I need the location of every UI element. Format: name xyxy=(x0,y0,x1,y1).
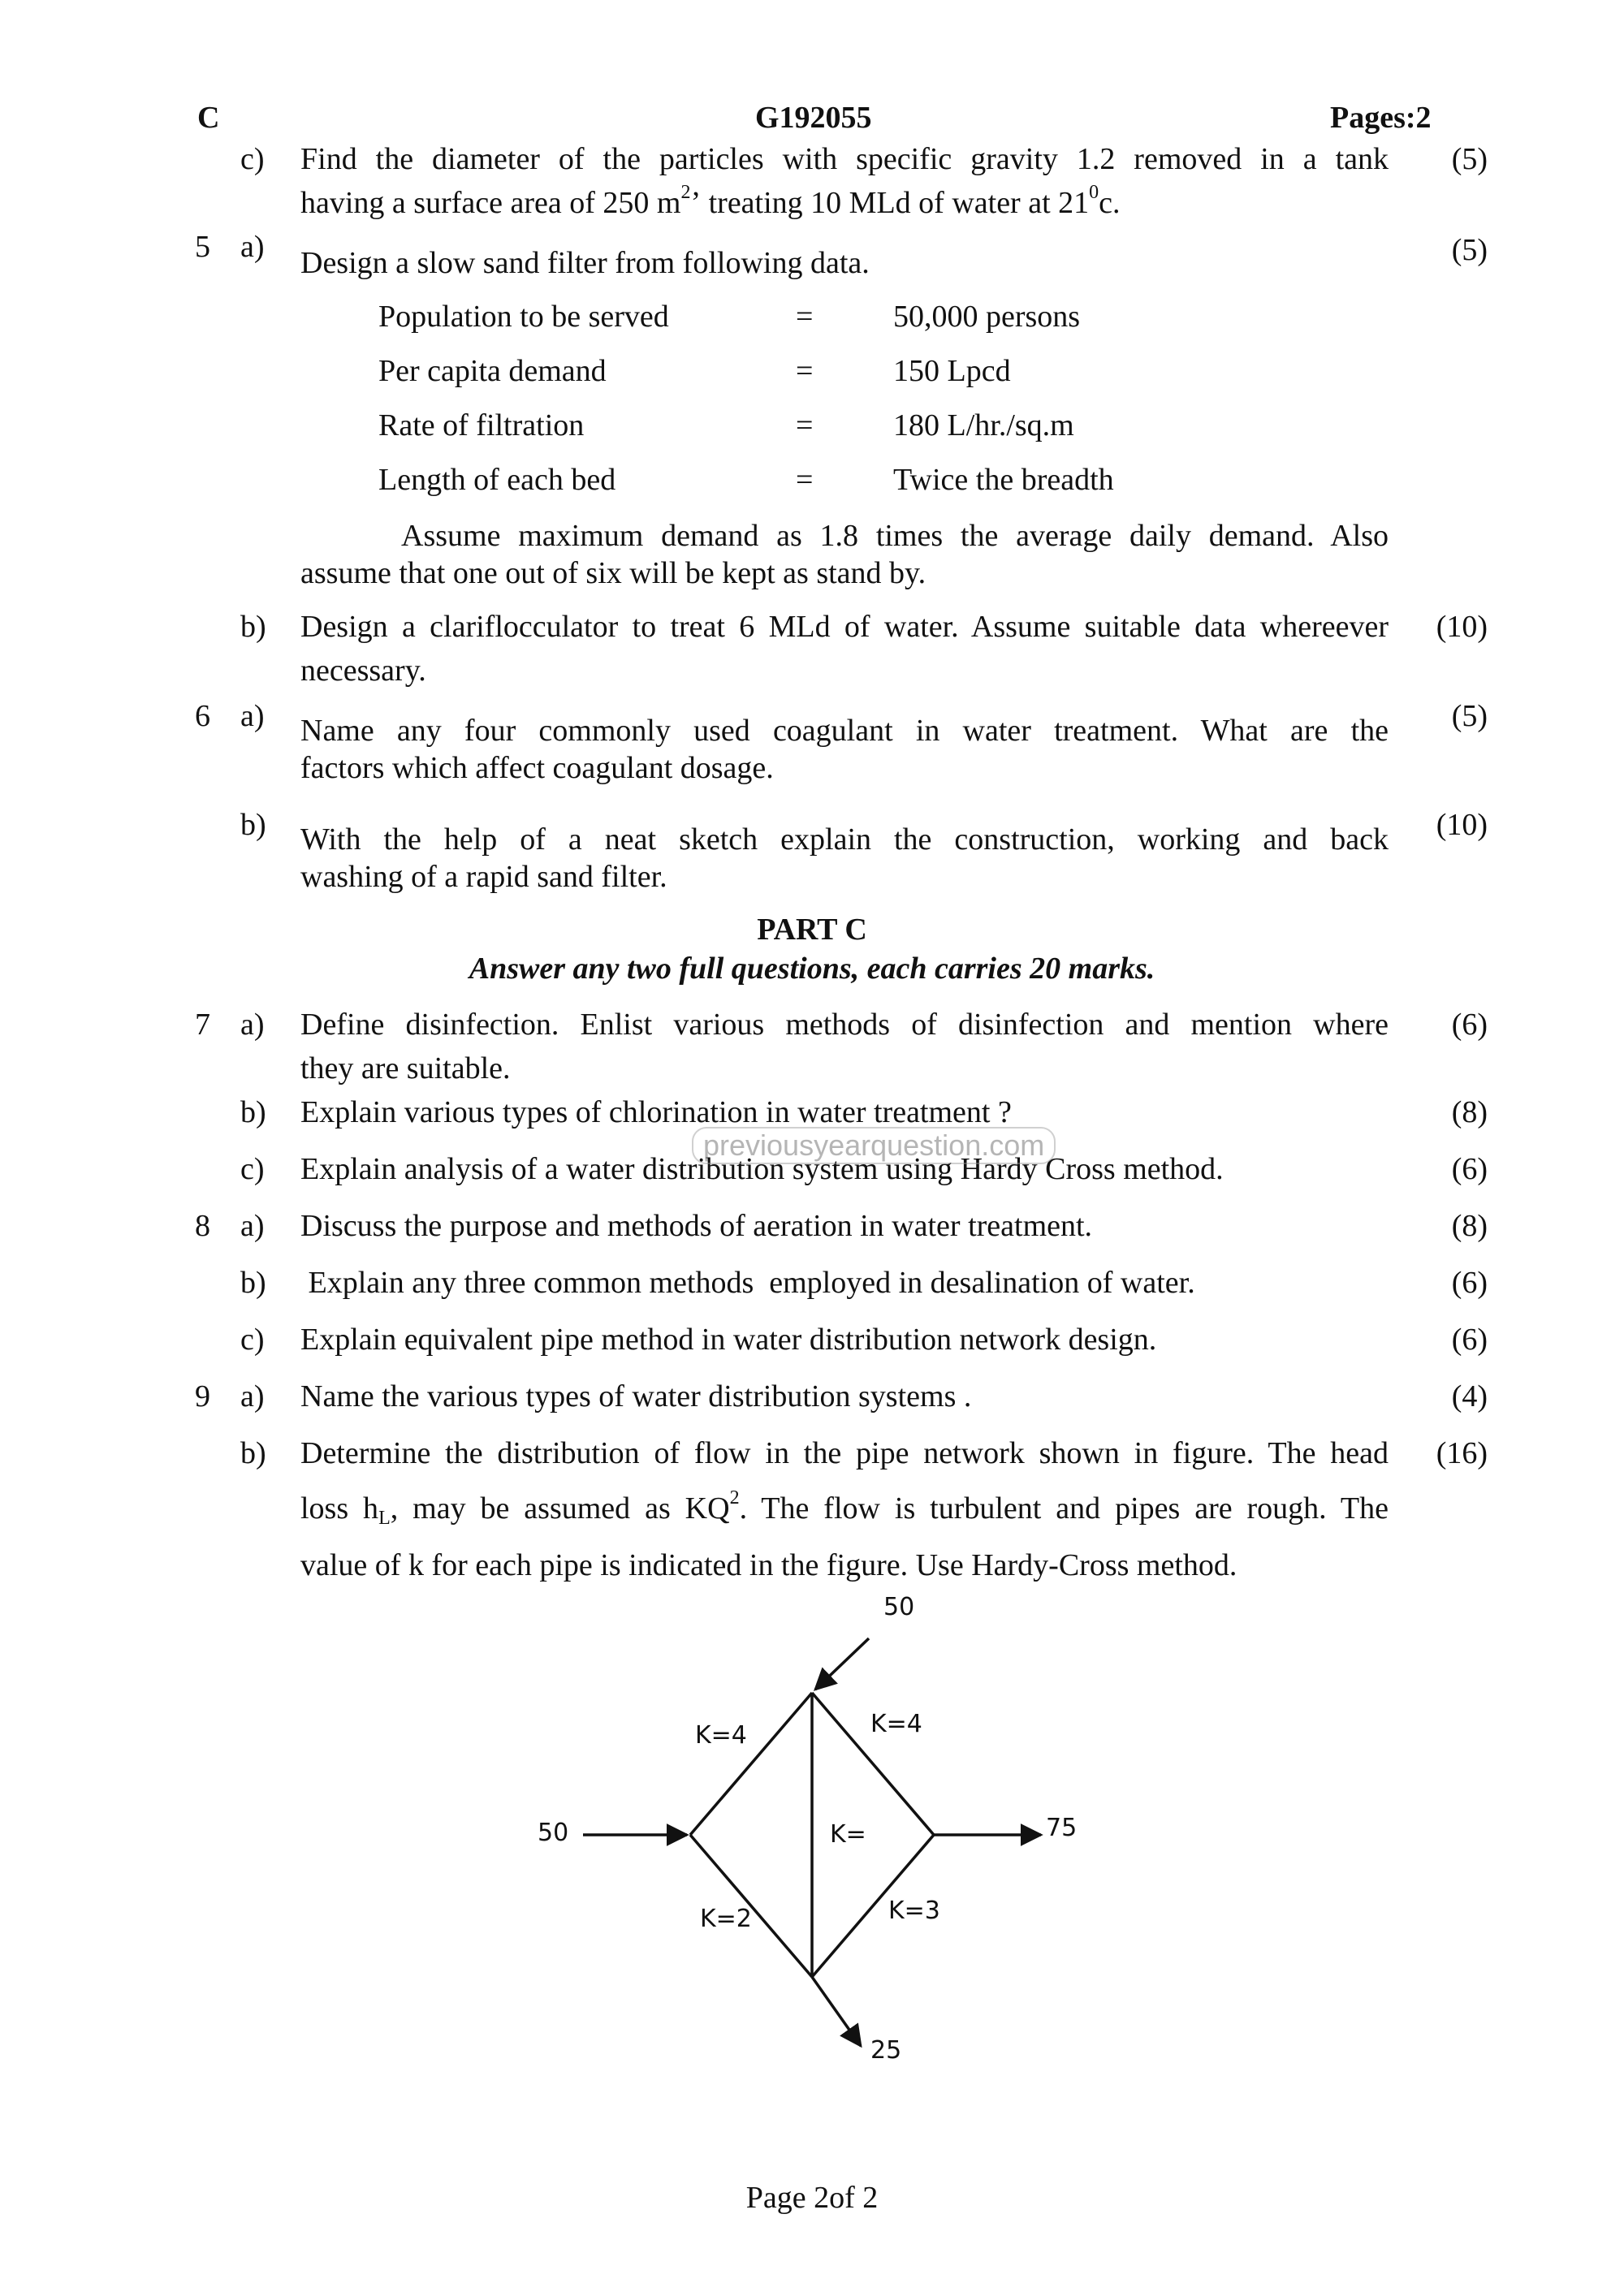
question-text: assume that one out of six will be kept as stand by. xyxy=(300,556,926,590)
data-label: Population to be served xyxy=(378,300,669,334)
question-sub-label: b) xyxy=(240,808,266,842)
marks: (4) xyxy=(1451,1379,1488,1413)
question-text: Assume maximum demand as 1.8 times the average daily demand. Also xyxy=(401,519,1389,553)
question-text: Explain any three common methods employed in desalination of water. xyxy=(300,1266,1195,1300)
marks: (5) xyxy=(1451,142,1488,176)
question-text: loss $h_L$, may be assumed as $KQ^2$. The flow is turbulent and pipes are rough. The xyxy=(300,1487,1389,1529)
question-sub-label: b) xyxy=(240,1436,266,1470)
marks: (6) xyxy=(1451,1266,1488,1300)
question-number: 7 xyxy=(195,1008,210,1042)
question-sub-label: a) xyxy=(240,230,265,264)
k-label-top-right: K=4 xyxy=(870,1710,922,1738)
question-sub-label: a) xyxy=(240,1379,265,1413)
data-label: Per capita demand xyxy=(378,354,607,388)
marks: (16) xyxy=(1436,1436,1488,1470)
question-sub-label: c) xyxy=(240,1323,265,1357)
question-text: Explain analysis of a water distribution system using Hardy Cross method. xyxy=(300,1152,1224,1186)
question-text: Determine the distribution of flow in the pipe network shown in figure. The head xyxy=(300,1436,1389,1470)
question-text: Explain various types of chlorination in water treatment ? xyxy=(300,1095,1012,1129)
marks: (10) xyxy=(1436,610,1488,644)
question-text: Design a clariflocculator to treat 6 MLd of water. Assume suitable data whereever xyxy=(300,610,1389,644)
part-instruction: Answer any two full questions, each carries 20 marks. xyxy=(469,952,1155,986)
data-equals: = xyxy=(796,408,814,442)
question-text: Explain equivalent pipe method in water distribution network design. xyxy=(300,1323,1157,1357)
inflow-top-arrow xyxy=(815,1638,869,1690)
data-label: Rate of filtration xyxy=(378,408,585,442)
question-sub-label: a) xyxy=(240,1008,265,1042)
part-title: PART C xyxy=(757,913,867,947)
question-number: 5 xyxy=(195,230,210,264)
marks: (6) xyxy=(1451,1323,1488,1357)
question-text: having a surface area of 250 $m^2ʼ$ treating 10 MLd of water at $21^0c$. xyxy=(300,182,1121,220)
question-text: Discuss the purpose and methods of aeration in water treatment. xyxy=(300,1209,1093,1243)
k-label-middle: K= xyxy=(830,1820,866,1849)
question-sub-label: a) xyxy=(240,699,265,733)
question-sub-label: b) xyxy=(240,1095,266,1129)
question-text: Define disinfection. Enlist various methods of disinfection and mention where xyxy=(300,1008,1389,1042)
question-text: washing of a rapid sand filter. xyxy=(300,860,667,894)
question-sub-label: c) xyxy=(240,142,265,176)
question-text: necessary. xyxy=(300,654,426,688)
question-sub-label: a) xyxy=(240,1209,265,1243)
marks: (5) xyxy=(1451,699,1488,733)
question-sub-label: c) xyxy=(240,1152,265,1186)
header-paper-code: G192055 xyxy=(755,101,872,135)
question-number: 6 xyxy=(195,699,210,733)
k-label-bottom-right: K=3 xyxy=(888,1897,940,1925)
data-label: Length of each bed xyxy=(378,463,616,497)
marks: (10) xyxy=(1436,808,1488,842)
data-value: 50,000 persons xyxy=(893,300,1081,334)
question-text: Design a slow sand filter from following data. xyxy=(300,246,870,280)
marks: (5) xyxy=(1451,233,1488,267)
watermark: previousyearquestion.com xyxy=(692,1127,1056,1164)
question-sub-label: b) xyxy=(240,1266,266,1300)
data-value: 150 Lpcd xyxy=(893,354,1011,388)
outflow-bottom-arrow xyxy=(812,1977,861,2046)
marks: (8) xyxy=(1451,1209,1488,1243)
question-text: Find the diameter of the particles with specific gravity 1.2 removed in a tank xyxy=(300,142,1389,176)
data-value: 180 L/hr./sq.m xyxy=(893,408,1074,442)
question-text: they are suitable. xyxy=(300,1051,511,1085)
marks: (6) xyxy=(1451,1008,1488,1042)
data-value: Twice the breadth xyxy=(893,463,1114,497)
question-text: Name the various types of water distribution systems . xyxy=(300,1379,972,1413)
marks: (8) xyxy=(1451,1095,1488,1129)
pipe-top-left xyxy=(690,1693,812,1835)
k-label-top-left: K=4 xyxy=(695,1721,747,1750)
question-text: With the help of a neat sketch explain the construction, working and back xyxy=(300,822,1389,857)
data-equals: = xyxy=(796,354,814,388)
page-number: Page 2of 2 xyxy=(745,2181,879,2215)
question-number: 8 xyxy=(195,1209,210,1243)
question-sub-label: b) xyxy=(240,610,266,644)
flow-label-top: 50 xyxy=(883,1593,915,1621)
question-text: factors which affect coagulant dosage. xyxy=(300,751,774,785)
question-text: Name any four commonly used coagulant in water treatment. What are the xyxy=(300,714,1389,748)
flow-label-bottom: 25 xyxy=(870,2036,902,2065)
flow-label-right: 75 xyxy=(1046,1814,1078,1842)
question-number: 9 xyxy=(195,1379,210,1413)
data-equals: = xyxy=(796,463,814,497)
flow-label-left: 50 xyxy=(538,1819,569,1847)
data-equals: = xyxy=(796,300,814,334)
question-text: value of k for each pipe is indicated in the figure. Use Hardy-Cross method. xyxy=(300,1548,1237,1582)
header-section-letter: C xyxy=(197,101,220,135)
k-label-bottom-left: K=2 xyxy=(700,1905,752,1933)
header-pages: Pages:2 xyxy=(1330,101,1432,135)
marks: (6) xyxy=(1451,1152,1488,1186)
